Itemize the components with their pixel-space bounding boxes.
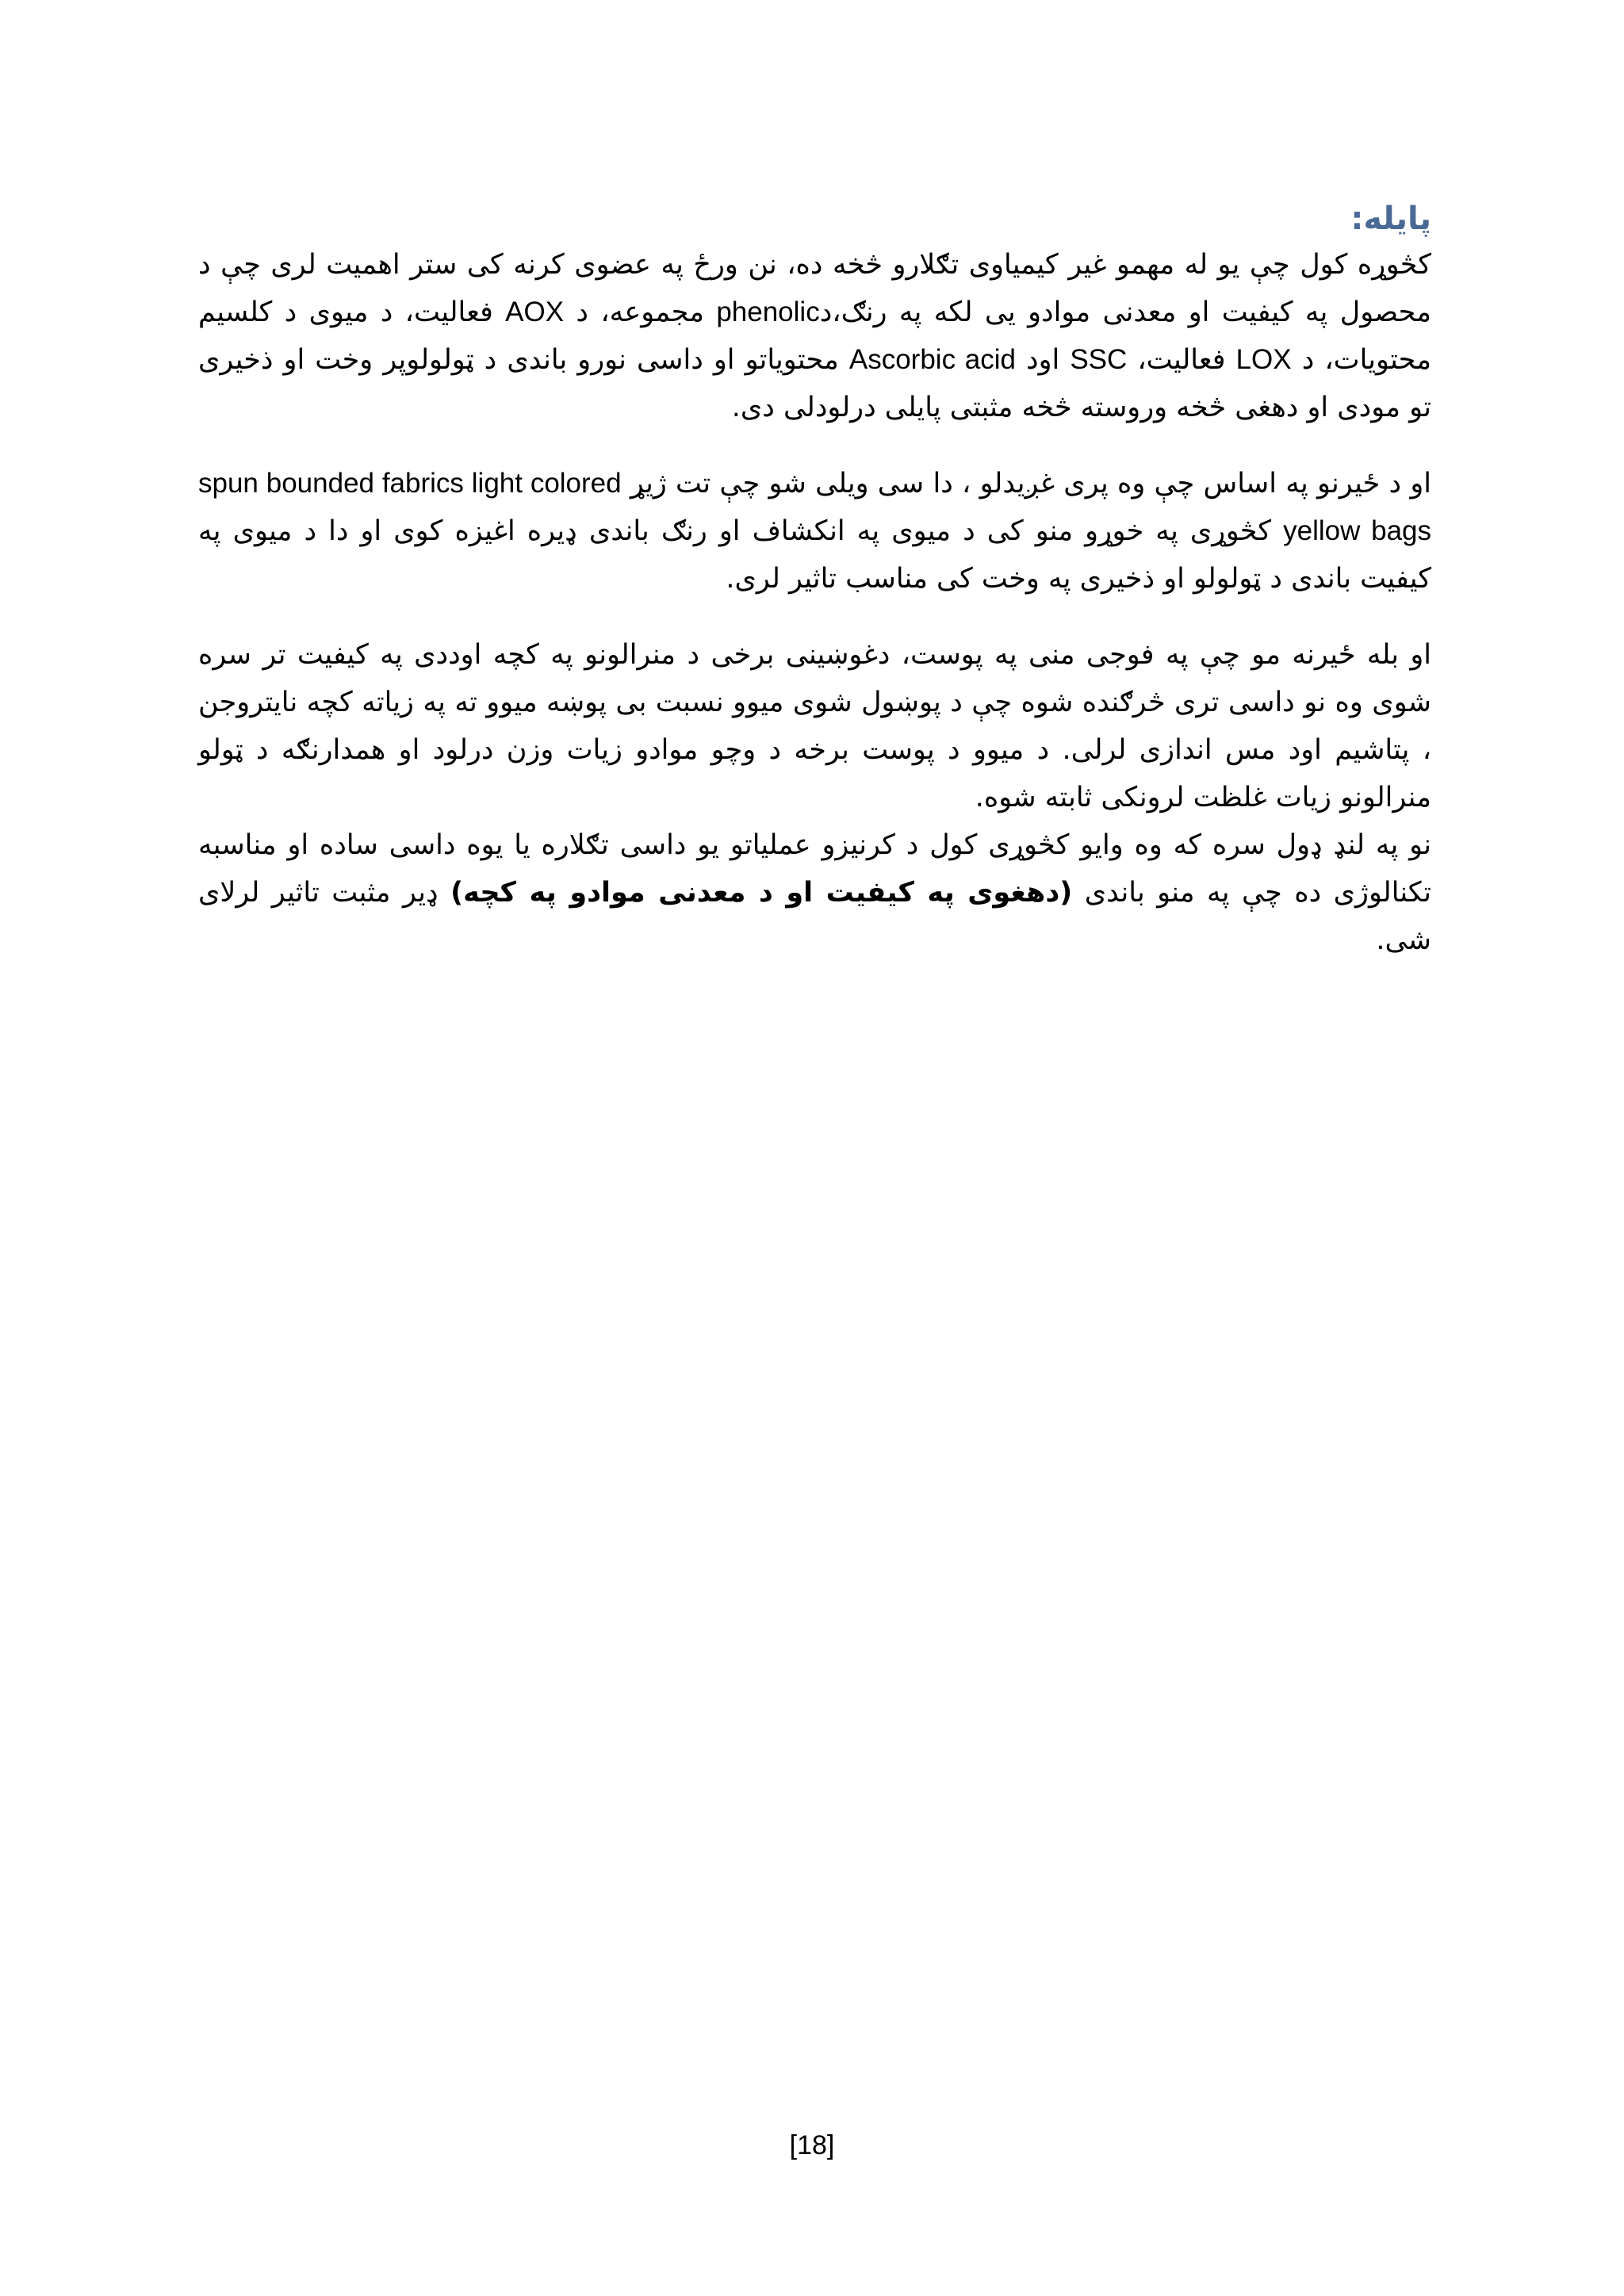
paragraph-4-text-2: ډیر مثبت تاثیر لرلای شی. xyxy=(198,877,1431,956)
section-heading: پایله: xyxy=(1350,201,1431,237)
term-spun-bounded-fabrics: spun bounded fabrics light colored yellow bags xyxy=(198,468,1431,546)
paragraph-1-text-1: کڅوړه کول چې یو له مهمو غیر کیمیاوی تګلارو څخه ده، نن ورځ په عضوی کرنه کی ستر اهمیت لری چې د محصول په کیفیت او معدنی موادو یی لکه په رنګ،د xyxy=(198,249,1431,328)
paragraph-4 xyxy=(198,821,1431,964)
paragraph-3 xyxy=(198,631,1431,821)
paragraph-2-text-2: کڅوړی په خوړو منو کی د میوی په انکشاف او رنګ باندی ډیره اغیزه کوی او دا د میوی په کیفیت باندی د ټولولو او ذخیری په وخت کی مناسب تاثیر لری. xyxy=(198,515,1431,595)
paragraph-1 xyxy=(198,241,1431,431)
paragraph-1-text-3: فعالیت، د میوی د کلسیم محتویات، د xyxy=(198,297,1431,376)
term-ssc: SSC xyxy=(1070,344,1128,375)
document-body xyxy=(198,197,1431,964)
paragraph-2 xyxy=(198,460,1431,603)
paragraph-1-text-2: مجموعه، د xyxy=(564,297,717,328)
term-ascorbic-acid: Ascorbic acid xyxy=(848,344,1016,375)
paragraph-4-bold-phrase: (دهغوی په کیفیت او د معدنی موادو په کچه) xyxy=(450,877,1073,909)
page-number: [18] xyxy=(789,2130,835,2160)
paragraph-1-text-5: اود xyxy=(1015,344,1071,376)
paragraph-1-text-4: فعالیت، xyxy=(1127,344,1236,376)
paragraph-3-text-1: او بله ځیرنه مو چې په فوجی منی په پوست، دغوښینی برخی د منرالونو په کچه اوددی په کیفیت تر سره شوی وه نو داسی تری څرګنده شوه چې د پوښول شوی میوو نسبت بی پوښه میوو ته په زیاته کچه نایتروجن ، پتاشیم اود مس اندازی لرلی. د میوو د پوست برخه د وچو موادو زیات وزن درلود او همدارنګه د ټولو منرالونو زیات غلظت لرونکی ثابته شوه. xyxy=(198,639,1431,813)
term-lox: LOX xyxy=(1235,344,1292,375)
term-phenolic: phenolic xyxy=(716,297,820,327)
term-aox: AOX xyxy=(505,297,565,327)
paragraph-1-text-6: محتویاتو او داسی نورو باندی د ټولولوپر وخت او ذخیری تو مودی او دهغی څخه وروسته څخه مثبتی پایلی درلودلی دی. xyxy=(198,344,1431,423)
paragraph-2-text-1: او د ځیرنو په اساس چې وه پری غږیدلو ، دا سی ویلی شو چې تت ژیړ xyxy=(621,468,1431,499)
paragraph-4-text-1: نو په لنډ ډول سره که وه وایو کڅوړی کول د کرنیزو عملیاتو یو داسی تګلاره یا یوه داسی ساده او مناسبه تکنالوژی ده چې په منو باندی xyxy=(198,829,1431,909)
